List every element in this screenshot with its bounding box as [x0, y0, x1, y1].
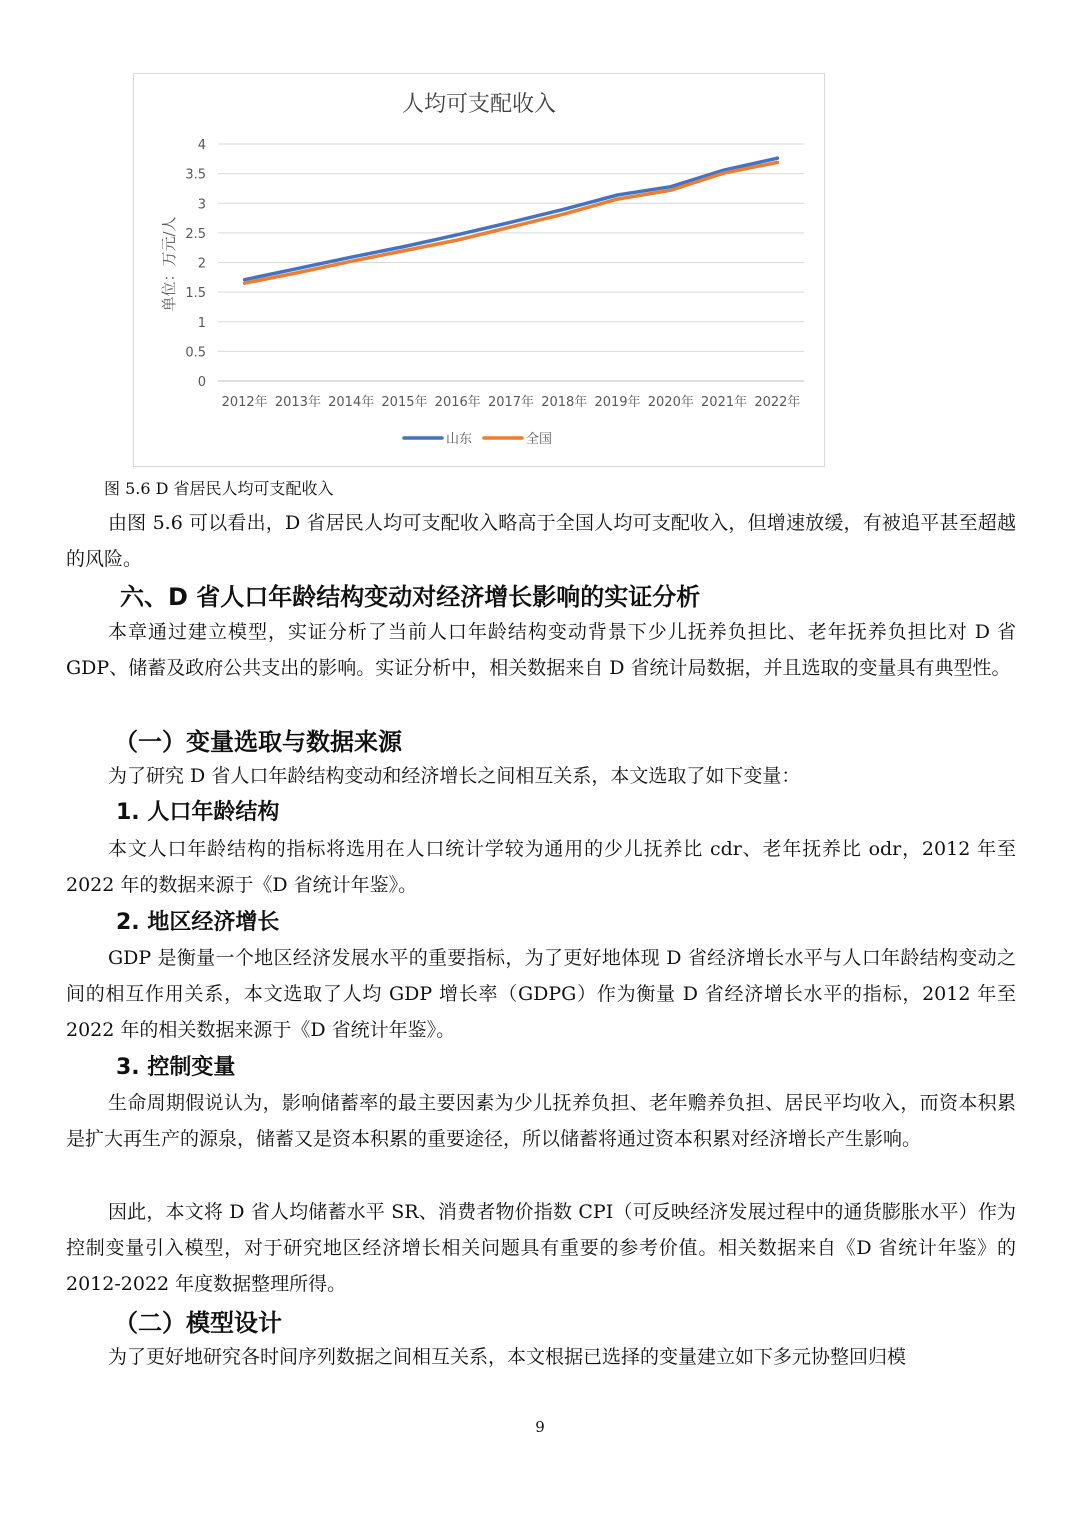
y-tick-label: 4 — [197, 138, 206, 153]
data-point — [616, 198, 618, 200]
series-line-0 — [245, 158, 778, 280]
data-point — [297, 267, 299, 269]
data-point — [776, 161, 778, 163]
data-point — [723, 169, 725, 171]
x-tick-label: 2018年 — [541, 395, 588, 410]
sub-heading-control-variables: 3. 控制变量 — [116, 1055, 236, 1080]
y-tick-label: 0 — [197, 375, 206, 390]
section-heading-6: 六、D 省人口年龄结构变动对经济增长影响的实证分析 — [120, 583, 701, 611]
x-tick-label: 2017年 — [487, 395, 535, 410]
paragraph-7: 因此，本文将 D 省人均储蓄水平 SR、消费者物价指数 CPI（可反映经济发展过程中的通货膨胀水平）作为控制变量引入模型，对于研究地区经济增长相关问题具有重要的参考价值。相关数据来自《D 省统计年鉴》的 2012-2022 年度数据整理所得。 — [66, 1201, 1016, 1295]
y-tick-label: 0.5 — [185, 345, 206, 361]
data-point — [776, 157, 778, 159]
data-point — [670, 185, 672, 187]
data-point — [243, 282, 245, 284]
y-tick-label: 2.5 — [185, 226, 206, 242]
paragraph-2: 本章通过建立模型，实证分析了当前人口年龄结构变动背景下少儿抚养负担比、老年抚养负担比对 D 省 GDP、储蓄及政府公共支出的影响。实证分析中，相关数据来自 D 省统计局数据，并且选取的变量具有典型性。 — [66, 621, 1016, 679]
legend-label-0: 山东 — [446, 432, 473, 447]
data-point — [350, 256, 352, 258]
sub-heading-population-structure: 1. 人口年龄结构 — [116, 800, 280, 825]
x-tick-label: 2012年 — [221, 395, 268, 410]
y-tick-label: 3.5 — [185, 167, 206, 183]
subsection-heading-2: （二）模型设计 — [114, 1309, 282, 1337]
paragraph-3: 为了研究 D 省人口年龄结构变动和经济增长之间相互关系，本文选取了如下变量： — [108, 765, 801, 787]
x-tick-label: 2019年 — [594, 395, 641, 410]
y-tick-label: 2 — [197, 256, 206, 272]
chart-title: 人均可支配收入 — [401, 92, 557, 117]
data-point — [563, 213, 565, 215]
y-tick-label: 1 — [197, 315, 206, 331]
data-point — [616, 194, 618, 196]
x-tick-label: 2021年 — [701, 395, 748, 410]
data-point — [510, 221, 512, 223]
y-axis-label: 单位：万元/人 — [160, 216, 178, 312]
data-point — [457, 239, 459, 241]
y-tick-label: 1.5 — [185, 286, 206, 302]
income-line-chart — [134, 74, 824, 466]
chart-container — [133, 73, 825, 467]
paragraph-8: 为了更好地研究各时间序列数据之间相互关系，本文根据已选择的变量建立如下多元协整回归模 — [108, 1346, 907, 1368]
y-tick-label: 3 — [197, 197, 206, 213]
data-point — [403, 249, 405, 251]
page-number: 9 — [535, 1418, 545, 1436]
x-tick-label: 2013年 — [274, 395, 321, 410]
x-tick-label: 2016年 — [434, 395, 481, 410]
subsection-heading-1: （一）变量选取与数据来源 — [114, 728, 402, 756]
x-tick-label: 2020年 — [647, 395, 694, 410]
data-point — [670, 189, 672, 191]
paragraph-1: 由图 5.6 可以看出，D 省居民人均可支配收入略高于全国人均可支配收入，但增速放缓，有被追平甚至超越的风险。 — [66, 512, 1016, 570]
data-point — [350, 260, 352, 262]
data-point — [297, 271, 299, 273]
sub-heading-economic-growth: 2. 地区经济增长 — [116, 910, 280, 935]
x-tick-label: 2015年 — [381, 395, 428, 410]
paragraph-6: 生命周期假说认为，影响储蓄率的最主要因素为少儿抚养负担、老年赡养负担、居民平均收入，而资本积累是扩大再生产的源泉，储蓄又是资本积累的重要途径，所以储蓄将通过资本积累对经济增长产生影响。 — [66, 1092, 1016, 1150]
data-point — [457, 233, 459, 235]
data-point — [510, 226, 512, 228]
data-point — [563, 208, 565, 210]
data-point — [403, 245, 405, 247]
x-tick-label: 2022年 — [754, 395, 801, 410]
x-tick-label: 2014年 — [328, 395, 375, 410]
paragraph-4: 本文人口年龄结构的指标将选用在人口统计学较为通用的少儿抚养比 cdr、老年抚养比 odr，2012 年至 2022 年的数据来源于《D 省统计年鉴》。 — [66, 838, 1016, 896]
figure-caption: 图 5.6 D 省居民人均可支配收入 — [104, 479, 334, 498]
paragraph-5: GDP 是衡量一个地区经济发展水平的重要指标，为了更好地体现 D 省经济增长水平与人口年龄结构变动之间的相互作用关系，本文选取了人均 GDP 增长率（GDPG）作为衡量 D 省经济增长水平的指标，2012 年至 2022 年的相关数据来源于《D 省统计年鉴》。 — [66, 947, 1016, 1041]
data-point — [723, 172, 725, 174]
legend-label-1: 全国 — [526, 432, 553, 447]
data-point — [243, 278, 245, 280]
